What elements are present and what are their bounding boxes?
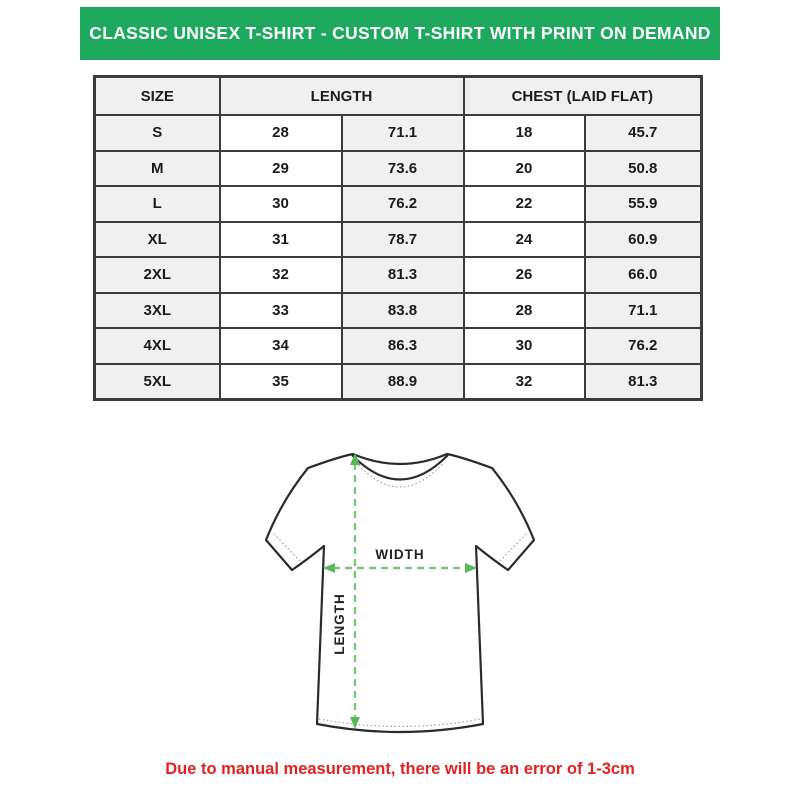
table-row — [95, 222, 702, 258]
value-cell: 34 — [220, 328, 342, 364]
value-cell: 55.9 — [585, 186, 702, 222]
value-cell: 45.7 — [585, 115, 702, 151]
value-cell: 28 — [464, 293, 585, 329]
col-header-size: SIZE — [95, 77, 220, 116]
value-cell: 50.8 — [585, 151, 702, 187]
tshirt-outline — [266, 454, 534, 732]
value-cell: 32 — [220, 257, 342, 293]
table-row — [95, 364, 702, 400]
value-cell: 33 — [220, 293, 342, 329]
value-cell: 71.1 — [342, 115, 464, 151]
value-cell: 32 — [464, 364, 585, 400]
size-cell: M — [95, 151, 220, 187]
value-cell: 26 — [464, 257, 585, 293]
size-cell: L — [95, 186, 220, 222]
value-cell: 18 — [464, 115, 585, 151]
table-row — [95, 257, 702, 293]
value-cell: 81.3 — [585, 364, 702, 400]
value-cell: 86.3 — [342, 328, 464, 364]
value-cell: 60.9 — [585, 222, 702, 258]
table-row — [95, 151, 702, 187]
value-cell: 78.7 — [342, 222, 464, 258]
tshirt-diagram — [250, 438, 550, 750]
value-cell: 81.3 — [342, 257, 464, 293]
col-header-length: LENGTH — [220, 77, 464, 116]
size-cell: 2XL — [95, 257, 220, 293]
value-cell: 73.6 — [342, 151, 464, 187]
value-cell: 88.9 — [342, 364, 464, 400]
value-cell: 22 — [464, 186, 585, 222]
tshirt-diagram-svg — [250, 438, 550, 750]
table-row — [95, 186, 702, 222]
value-cell: 28 — [220, 115, 342, 151]
size-chart-table — [93, 75, 703, 401]
value-cell: 71.1 — [585, 293, 702, 329]
width-label: WIDTH — [375, 547, 425, 562]
table-row — [95, 293, 702, 329]
size-cell: 5XL — [95, 364, 220, 400]
value-cell: 24 — [464, 222, 585, 258]
size-cell: S — [95, 115, 220, 151]
value-cell: 76.2 — [342, 186, 464, 222]
value-cell: 30 — [220, 186, 342, 222]
measurement-note: Due to manual measurement, there will be an error of 1-3cm — [165, 760, 635, 778]
size-cell: 3XL — [95, 293, 220, 329]
banner-title: CLASSIC UNISEX T-SHIRT - CUSTOM T-SHIRT WITH PRINT ON DEMAND — [89, 23, 711, 43]
size-cell: XL — [95, 222, 220, 258]
length-label: LENGTH — [332, 593, 347, 655]
value-cell: 29 — [220, 151, 342, 187]
value-cell: 30 — [464, 328, 585, 364]
value-cell: 83.8 — [342, 293, 464, 329]
value-cell: 76.2 — [585, 328, 702, 364]
table-row — [95, 328, 702, 364]
value-cell: 20 — [464, 151, 585, 187]
table-row — [95, 115, 702, 151]
table-header-row — [95, 77, 702, 116]
size-cell: 4XL — [95, 328, 220, 364]
col-header-chest: CHEST (LAID FLAT) — [464, 77, 702, 116]
value-cell: 35 — [220, 364, 342, 400]
value-cell: 31 — [220, 222, 342, 258]
banner — [80, 7, 720, 60]
value-cell: 66.0 — [585, 257, 702, 293]
